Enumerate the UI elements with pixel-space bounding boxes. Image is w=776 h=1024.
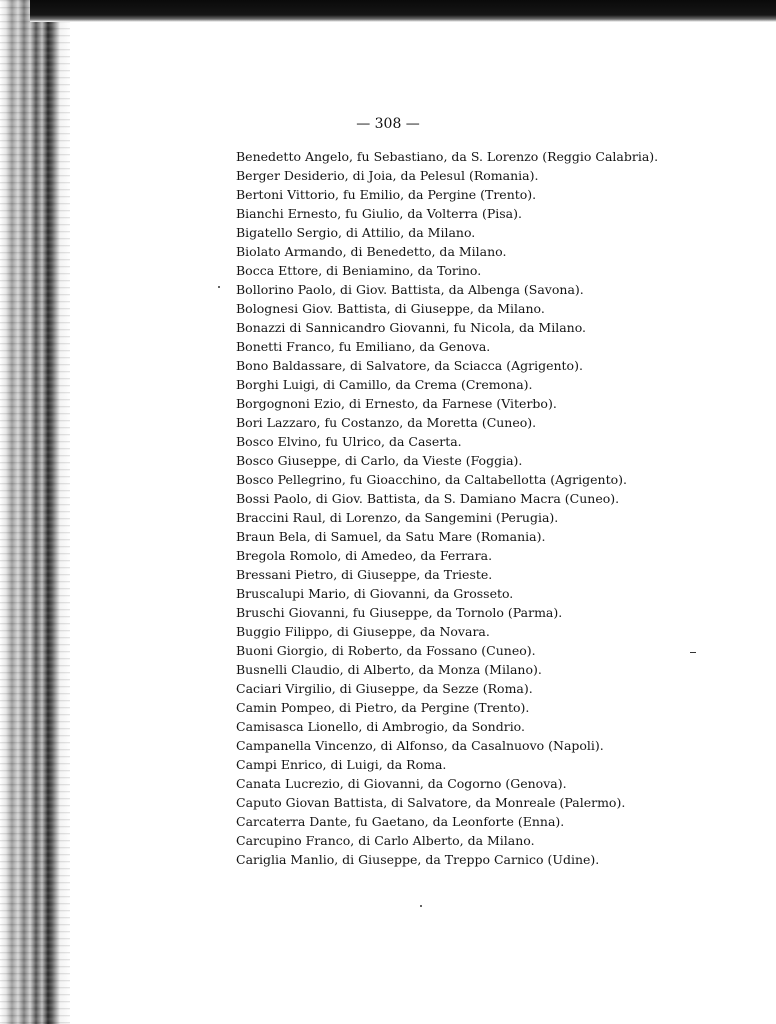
list-item: Bossi Paolo, di Giov. Battista, da S. Damiano Macra (Cuneo). [236, 491, 620, 506]
list-item: Borghi Luigi, di Camillo, da Crema (Cremona). [236, 377, 533, 392]
list-item: Bressani Pietro, di Giuseppe, da Trieste. [236, 567, 493, 582]
list-item: Bosco Elvino, fu Ulrico, da Caserta. [236, 434, 462, 449]
scan-top-edge [30, 0, 776, 22]
list-item: Camin Pompeo, di Pietro, da Pergine (Trento). [236, 700, 530, 715]
list-item: Busnelli Claudio, di Alberto, da Monza (Milano). [236, 662, 542, 677]
list-item: Bono Baldassare, di Salvatore, da Sciacca (Agrigento). [236, 358, 583, 373]
list-item: Cariglia Manlio, di Giuseppe, da Treppo Carnico (Udine). [236, 852, 600, 867]
list-item: Caputo Giovan Battista, di Salvatore, da Monreale (Palermo). [236, 795, 626, 810]
list-item: Bosco Giuseppe, di Carlo, da Vieste (Foggia). [236, 453, 523, 468]
list-item: Carcupino Franco, di Carlo Alberto, da Milano. [236, 833, 535, 848]
list-item: Bonazzi di Sannicandro Giovanni, fu Nicola, da Milano. [236, 320, 587, 335]
list-item: Bregola Romolo, di Amedeo, da Ferrara. [236, 548, 493, 563]
list-item: Buoni Giorgio, di Roberto, da Fossano (Cuneo). [236, 643, 536, 658]
list-item: Bolognesi Giov. Battista, di Giuseppe, da Milano. [236, 301, 545, 316]
list-item: Bianchi Ernesto, fu Giulio, da Volterra (Pisa). [236, 206, 522, 221]
list-item: Caciari Virgilio, di Giuseppe, da Sezze (Roma). [236, 681, 533, 696]
list-item: Braccini Raul, di Lorenzo, da Sangemini (Perugia). [236, 510, 559, 525]
page-number: — 308 — [356, 116, 420, 132]
list-item: Campi Enrico, di Luigi, da Roma. [236, 757, 447, 772]
name-list [236, 147, 658, 869]
scan-binding-edge [0, 0, 70, 1024]
list-item: Carcaterra Dante, fu Gaetano, da Leonforte (Enna). [236, 814, 565, 829]
list-item: Campanella Vincenzo, di Alfonso, da Casalnuovo (Napoli). [236, 738, 604, 753]
list-item: Borgognoni Ezio, di Ernesto, da Farnese (Viterbo). [236, 396, 557, 411]
list-item: Bruscalupi Mario, di Giovanni, da Grosseto. [236, 586, 514, 601]
list-item: Bruschi Giovanni, fu Giuseppe, da Tornolo (Parma). [236, 605, 563, 620]
list-item: Canata Lucrezio, di Giovanni, da Cogorno (Genova). [236, 776, 567, 791]
list-item: Bori Lazzaro, fu Costanzo, da Moretta (Cuneo). [236, 415, 537, 430]
scan-speck [420, 905, 422, 907]
list-item: Bertoni Vittorio, fu Emilio, da Pergine (Trento). [236, 187, 537, 202]
list-item: Biolato Armando, di Benedetto, da Milano. [236, 244, 507, 259]
list-item: Bocca Ettore, di Beniamino, da Torino. [236, 263, 482, 278]
list-item: Benedetto Angelo, fu Sebastiano, da S. Lorenzo (Reggio Calabria). [236, 149, 659, 164]
scan-speck [218, 286, 220, 288]
list-item: Bonetti Franco, fu Emiliano, da Genova. [236, 339, 491, 354]
list-item: Braun Bela, di Samuel, da Satu Mare (Romania). [236, 529, 546, 544]
list-item: Bigatello Sergio, di Attilio, da Milano. [236, 225, 476, 240]
list-item: Camisasca Lionello, di Ambrogio, da Sondrio. [236, 719, 525, 734]
list-item: Bosco Pellegrino, fu Gioacchino, da Caltabellotta (Agrigento). [236, 472, 627, 487]
scan-speck [690, 652, 696, 653]
list-item: Bollorino Paolo, di Giov. Battista, da Albenga (Savona). [236, 282, 584, 297]
list-item: Buggio Filippo, di Giuseppe, da Novara. [236, 624, 490, 639]
list-item: Berger Desiderio, di Joia, da Pelesul (Romania). [236, 168, 539, 183]
